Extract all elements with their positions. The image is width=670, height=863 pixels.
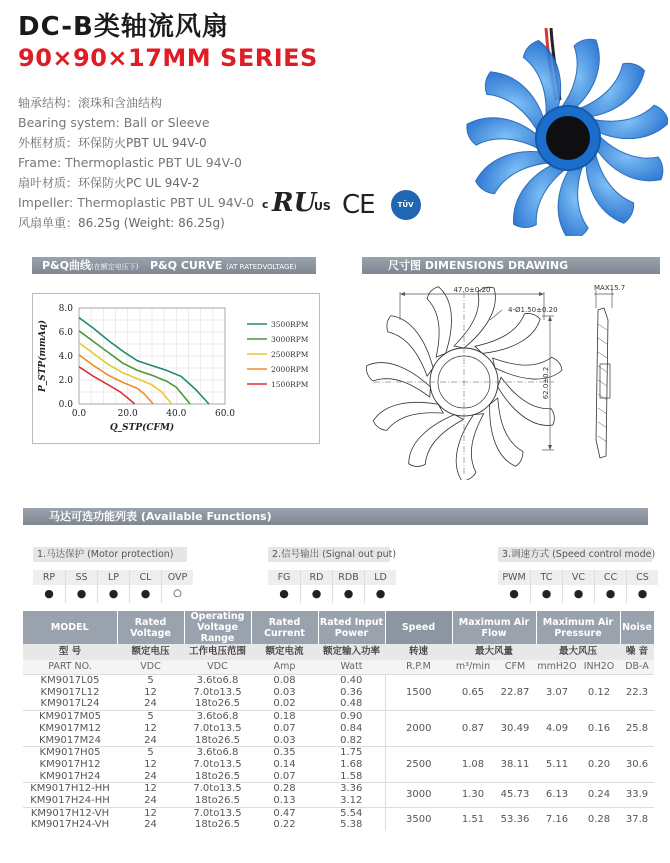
dim-max-label: MAX15.7 — [594, 284, 626, 292]
table-cell: KM9017L12 — [40, 686, 100, 698]
table-header: Noise — [620, 611, 654, 644]
table-cell: 1.68 — [340, 758, 363, 770]
table-group-cell: 5.11 — [536, 747, 578, 783]
legend-label: 3500RPM — [271, 320, 309, 329]
table-cell: 0.08 — [251, 675, 318, 687]
table-group-cell: 2000 — [385, 711, 452, 747]
functions-header: 马达可选功能列表 (Available Functions) — [23, 508, 648, 525]
table-unit: Amp — [251, 660, 318, 675]
table-cell: 18to26.5 — [194, 819, 241, 831]
table-cell: 5.54 — [318, 807, 385, 819]
function-availability-mark: ● — [279, 587, 289, 600]
table-unit: R.P.M — [385, 660, 452, 675]
table-group-cell: 30.49 — [494, 711, 536, 747]
table-header-zh: 噪 音 — [620, 644, 654, 660]
function-availability-mark: ● — [343, 587, 354, 600]
spec-line: 外框材质：环保防火PBT UL 94V-0 — [18, 136, 207, 150]
table-cell: 12 — [144, 758, 157, 770]
function-availability-mark: ● — [573, 587, 584, 600]
table-header-zh: 型 号 — [23, 644, 117, 660]
pq-title-zh: P&Q曲线 — [42, 259, 92, 272]
ul-certification-icon — [262, 188, 334, 222]
function-group-label: 2.信号输出 (Signal out put) — [268, 547, 390, 562]
table-unit: VDC — [184, 660, 251, 675]
spec-line: Bearing system: Ball or Sleeve — [18, 115, 210, 130]
table-cell: 5 — [117, 747, 184, 759]
ce-mark-icon: CE — [342, 190, 375, 220]
pq-title-small: (在额定电压下) — [91, 263, 139, 271]
table-cell: 0.84 — [340, 722, 363, 734]
table-cell: 24 — [144, 795, 157, 807]
function-code: RDB — [333, 570, 364, 585]
table-group-cell: 2500 — [385, 747, 452, 783]
function-availability-mark: ● — [311, 587, 322, 600]
table-unit: Watt — [318, 660, 385, 675]
dim-width-label: 47.0±0.20 — [453, 286, 491, 294]
table-group-cell: 1.51 — [452, 807, 494, 831]
table-header: Maximum Air Pressure — [536, 611, 620, 644]
table-cell: 18to26.5 — [194, 734, 241, 746]
dim-hole-label: 4-Ø1.50±0.20 — [508, 306, 558, 314]
table-group-cell: 1500 — [385, 675, 452, 711]
table-cell: 0.36 — [340, 686, 363, 698]
table-header-zh: 最大风量 — [452, 644, 536, 660]
table-unit: m³/min — [452, 660, 494, 675]
table-header: MODEL — [23, 611, 117, 644]
table-cell: 0.47 — [251, 807, 318, 819]
table-group-cell: 53.36 — [494, 807, 536, 831]
certification-logos — [262, 188, 421, 222]
table-cell: KM9017L24 — [40, 698, 100, 710]
y-tick-label: 4.0 — [58, 352, 73, 362]
legend-label: 2500RPM — [271, 350, 309, 359]
table-cell: 3.6to6.8 — [184, 747, 251, 759]
function-availability-mark: ● — [509, 587, 519, 600]
table-cell: KM9017M24 — [39, 734, 101, 746]
function-option — [498, 570, 530, 603]
table-cell: KM9017L05 — [23, 675, 117, 687]
function-option — [161, 570, 193, 603]
table-unit: VDC — [117, 660, 184, 675]
function-availability-mark: ○ — [173, 588, 182, 599]
table-cell: 7.0to13.5 — [193, 686, 242, 698]
table-cell: 18to26.5 — [194, 698, 241, 710]
function-option — [268, 570, 300, 603]
table-cell: KM9017H05 — [23, 747, 117, 759]
table-cell: 0.40 — [318, 675, 385, 687]
table-cell: 1.58 — [340, 770, 363, 782]
table-cell: 0.02 — [273, 698, 296, 710]
function-code: TC — [531, 570, 562, 585]
function-availability-mark: ● — [541, 587, 552, 600]
x-tick-label: 60.0 — [214, 409, 236, 419]
table-header-zh: 最大风压 — [536, 644, 620, 660]
table-header: Maximum Air Flow — [452, 611, 536, 644]
x-tick-label: 20.0 — [117, 409, 138, 419]
spec-table — [23, 611, 655, 831]
function-option — [97, 570, 129, 603]
table-group-cell: 45.73 — [494, 783, 536, 807]
fan-product-image — [448, 28, 668, 236]
function-option — [33, 570, 65, 603]
spec-list — [18, 93, 254, 233]
table-cell: 0.07 — [273, 770, 296, 782]
function-availability-mark: ● — [44, 587, 54, 600]
table-cell: 5 — [117, 711, 184, 723]
table-cell: 5 — [117, 675, 184, 687]
table-cell: 7.0to13.5 — [184, 783, 251, 795]
y-tick-label: 8.0 — [58, 304, 73, 314]
y-tick-label: 2.0 — [58, 376, 73, 386]
table-cell: KM9017H24-HH — [30, 795, 110, 807]
table-group-cell: 22.87 — [494, 675, 536, 711]
function-group — [498, 542, 658, 603]
table-group-cell: 25.8 — [620, 711, 654, 747]
y-tick-label: 6.0 — [58, 328, 73, 338]
table-row — [23, 783, 654, 795]
table-cell: 18to26.5 — [194, 770, 241, 782]
function-group — [33, 542, 193, 603]
table-cell: 18to26.5 — [194, 795, 241, 807]
function-option — [364, 570, 396, 603]
x-axis-label: Q_STP(CFM) — [109, 423, 175, 433]
table-header: Rated Input Power — [318, 611, 385, 644]
table-unit: CFM — [494, 660, 536, 675]
ul-mark-text: RU — [272, 188, 317, 218]
table-group-cell: 0.28 — [578, 807, 620, 831]
y-tick-label: 0.0 — [58, 400, 73, 410]
table-cell: 0.82 — [340, 734, 363, 746]
table-cell: 12 — [117, 807, 184, 819]
pq-curve-header — [32, 257, 316, 274]
table-cell: 0.18 — [251, 711, 318, 723]
pq-title-en: P&Q CURVE — [149, 259, 223, 272]
legend-label: 3000RPM — [271, 335, 309, 344]
table-cell: KM9017H24 — [39, 770, 101, 782]
pq-chart-frame — [32, 293, 320, 444]
table-header-zh: 转速 — [385, 644, 452, 660]
table-unit: PART NO. — [23, 660, 117, 675]
pq-title-en-small: (AT RATEDVOLTAGE) — [226, 263, 297, 271]
function-availability-mark: ● — [76, 587, 87, 600]
table-cell: 0.07 — [273, 722, 296, 734]
legend-label: 1500RPM — [271, 380, 309, 389]
dimensions-drawing — [362, 280, 660, 480]
function-code: CC — [595, 570, 626, 585]
table-header: Speed — [385, 611, 452, 644]
spec-line: 扇叶材质：环保防火PC UL 94V-2 — [18, 176, 200, 190]
table-cell: 0.90 — [318, 711, 385, 723]
table-group-cell: 4.09 — [536, 711, 578, 747]
legend-label: 2000RPM — [271, 365, 309, 374]
function-code: RD — [301, 570, 332, 585]
table-cell: 0.14 — [273, 758, 296, 770]
function-option — [594, 570, 626, 603]
table-header: Rated Current — [251, 611, 318, 644]
pq-chart — [33, 294, 321, 445]
function-option — [129, 570, 161, 603]
table-cell: 1.75 — [318, 747, 385, 759]
table-header: Rated Voltage — [117, 611, 184, 644]
ul-us-text: US — [314, 200, 331, 213]
table-header-zh: 工作电压范围 — [184, 644, 251, 660]
function-option — [65, 570, 97, 603]
table-unit: mmH2O — [536, 660, 578, 675]
tuv-mark-icon: TÜV — [391, 190, 421, 220]
table-cell: 24 — [144, 819, 157, 831]
page-title: DC-B类轴流风扇 — [18, 12, 229, 42]
function-option — [530, 570, 562, 603]
table-group-cell: 3.07 — [536, 675, 578, 711]
function-availability-mark: ● — [140, 587, 151, 600]
table-cell: 7.0to13.5 — [193, 722, 242, 734]
dim-side-view — [596, 308, 608, 458]
table-group-cell: 0.20 — [578, 747, 620, 783]
table-header-zh: 额定输入功率 — [318, 644, 385, 660]
function-option — [300, 570, 332, 603]
table-group-cell: 1.08 — [452, 747, 494, 783]
table-group-cell: 37.8 — [620, 807, 654, 831]
function-code: CL — [130, 570, 161, 585]
spec-line: Frame: Thermoplastic PBT UL 94V-0 — [18, 155, 242, 170]
function-availability-mark: ● — [375, 587, 386, 600]
table-row — [23, 711, 654, 723]
table-group-cell: 22.3 — [620, 675, 654, 711]
table-cell: 24 — [144, 770, 157, 782]
table-group-cell: 3500 — [385, 807, 452, 831]
function-option — [626, 570, 658, 603]
table-header: Operating Voltage Range — [184, 611, 251, 644]
table-row — [23, 747, 654, 759]
table-cell: 12 — [117, 783, 184, 795]
table-cell: 12 — [144, 686, 157, 698]
y-axis-label: P_STP(mmAq) — [38, 319, 48, 393]
table-cell: KM9017H12-VH — [23, 807, 117, 819]
fan-hub-motor — [546, 116, 590, 160]
table-unit: DB-A — [620, 660, 654, 675]
table-cell: 3.12 — [340, 795, 363, 807]
table-group-cell: 0.87 — [452, 711, 494, 747]
table-cell: 0.22 — [273, 819, 296, 831]
table-cell: 0.03 — [273, 734, 296, 746]
table-row — [23, 807, 654, 819]
function-code: SS — [66, 570, 97, 585]
function-group-label: 3.调速方式 (Speed control mode) — [498, 547, 652, 562]
function-code: RP — [33, 570, 65, 585]
function-option — [332, 570, 364, 603]
ul-c-text: c — [262, 198, 269, 211]
table-group-cell: 33.9 — [620, 783, 654, 807]
function-code: LP — [98, 570, 129, 585]
dim-height-label: 62.0±0.2 — [542, 366, 550, 400]
x-tick-label: 0.0 — [71, 409, 87, 419]
table-cell: 0.03 — [273, 686, 296, 698]
table-header-zh: 额定电压 — [117, 644, 184, 660]
table-cell: 0.13 — [273, 795, 296, 807]
dimensions-header: 尺寸图 DIMENSIONS DRAWING — [362, 257, 660, 274]
spec-line: Impeller: Thermoplastic PBT UL 94V-0 — [18, 195, 255, 210]
table-group-cell: 30.6 — [620, 747, 654, 783]
table-cell: 7.0to13.5 — [193, 758, 242, 770]
function-option — [562, 570, 594, 603]
table-cell: 0.35 — [251, 747, 318, 759]
table-group-cell: 6.13 — [536, 783, 578, 807]
table-cell: KM9017M12 — [39, 722, 101, 734]
table-group-cell: 0.16 — [578, 711, 620, 747]
table-cell: 5.38 — [340, 819, 363, 831]
table-group-cell: 0.24 — [578, 783, 620, 807]
table-cell: 0.28 — [251, 783, 318, 795]
function-code: OVP — [162, 570, 193, 585]
dim-fan-outline — [366, 285, 564, 480]
table-group-cell: 38.11 — [494, 747, 536, 783]
table-cell: 3.6to6.8 — [184, 711, 251, 723]
function-code: VC — [563, 570, 594, 585]
table-group-cell: 3000 — [385, 783, 452, 807]
function-group — [268, 542, 396, 603]
table-cell: 24 — [144, 698, 157, 710]
table-cell: KM9017H12-HH — [23, 783, 117, 795]
function-code: CS — [627, 570, 658, 585]
x-tick-label: 40.0 — [166, 409, 187, 419]
table-group-cell: 7.16 — [536, 807, 578, 831]
table-group-cell: 0.65 — [452, 675, 494, 711]
table-unit: INH2O — [578, 660, 620, 675]
function-group-label: 1.马达保护 (Motor protection) — [33, 547, 187, 562]
table-cell: 12 — [144, 722, 157, 734]
function-availability-mark: ● — [605, 587, 616, 600]
table-group-cell: 0.12 — [578, 675, 620, 711]
table-cell: 7.0to13.5 — [184, 807, 251, 819]
table-header-zh: 额定电流 — [251, 644, 318, 660]
table-cell: KM9017M05 — [23, 711, 117, 723]
function-availability-mark: ● — [637, 587, 648, 600]
table-cell: 24 — [144, 734, 157, 746]
spec-line: 风扇单重：86.25g (Weight: 86.25g) — [18, 216, 225, 230]
function-code: LD — [365, 570, 396, 585]
function-availability-mark: ● — [108, 587, 119, 600]
table-cell: KM9017H24-VH — [30, 819, 110, 831]
table-row — [23, 675, 654, 687]
table-cell: 0.48 — [340, 698, 363, 710]
table-cell: KM9017H12 — [39, 758, 101, 770]
function-code: FG — [268, 570, 300, 585]
table-group-cell: 1.30 — [452, 783, 494, 807]
series-title: 90×90×17MM SERIES — [18, 44, 318, 72]
table-cell: 3.36 — [318, 783, 385, 795]
spec-line: 轴承结构：滚珠和含油结构 — [18, 96, 163, 110]
table-cell: 3.6to6.8 — [184, 675, 251, 687]
function-code: PWM — [498, 570, 530, 585]
